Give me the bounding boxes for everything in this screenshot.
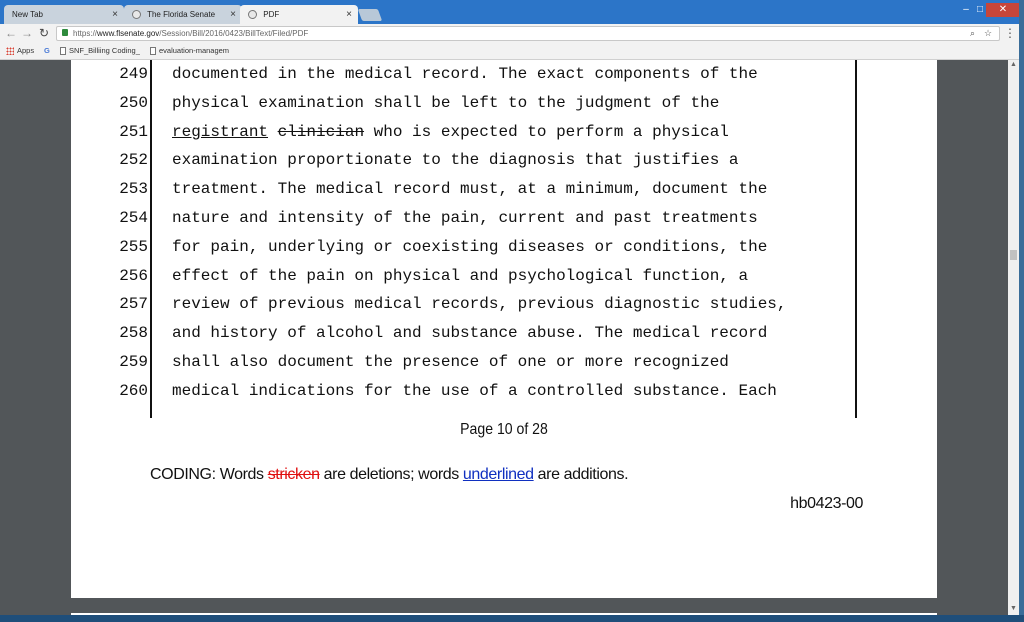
lock-icon [62,29,68,36]
forward-icon[interactable]: → [21,26,33,40]
text-segment: review of previous medical records, previous diagnostic studies, [172,295,787,314]
text-segment: and history of alcohol and substance abuse. The medical record [172,324,768,343]
title-bar [0,0,1024,24]
browser-toolbar [0,24,1024,43]
url-scheme: https:// [73,29,98,38]
text-segment: who is expected to perform a physical [364,122,729,141]
person-icon[interactable] [934,3,956,17]
bookmark-star-icon[interactable]: ☆ [984,28,993,38]
coding-suffix: are additions. [533,466,629,483]
line-number: 250 [119,93,148,112]
text-segment: documented in the medical record. The exact components of the [172,65,758,83]
line-text [172,233,767,261]
scroll-down-icon[interactable]: ▼ [1010,605,1017,612]
vertical-scrollbar[interactable] [1008,60,1019,622]
page-icon [60,47,66,55]
close-window-button[interactable]: ✕ [986,3,1020,17]
line-text [172,348,729,376]
menu-icon[interactable]: ⋮ [1004,26,1016,40]
tab-close-icon[interactable]: × [230,9,236,20]
line-text [172,146,739,174]
bookmark-snf-billing[interactable] [60,43,140,58]
right-margin-rule [855,60,857,418]
tab-close-icon[interactable]: × [112,9,118,20]
tab-title: PDF [263,10,280,19]
line-text [172,319,767,347]
line-text [172,262,748,290]
page-number: Page 10 of 28 [460,421,548,438]
text-segment: physical examination shall be left to the judgment of the [172,93,720,112]
line-text [172,89,719,117]
line-number: 259 [119,353,148,371]
back-icon[interactable]: ← [5,26,17,40]
tab-pdf[interactable] [240,5,358,24]
line-text [172,204,758,232]
left-margin-rule [150,60,152,418]
line-number: 251 [119,122,148,141]
reload-icon[interactable]: ↻ [38,26,50,40]
bookmark-google[interactable] [44,43,50,58]
new-tab-button[interactable] [358,9,382,21]
coding-prefix: CODING: Words [150,466,268,483]
tab-title: New Tab [12,10,43,19]
line-text [172,60,758,88]
line-text [172,118,729,146]
tab-florida-senate[interactable] [124,5,242,24]
bookmark-apps[interactable] [6,43,34,58]
text-segment: for pain, underlying or coexisting diseases or conditions, the [172,237,768,256]
bookmark-label: G [44,46,50,55]
pdf-page [71,60,937,598]
bookmarks-bar [0,43,1024,60]
url-host: www.flsenate.gov [97,29,160,38]
address-bar[interactable] [56,26,1000,41]
line-number: 255 [119,237,148,256]
pdf-viewer[interactable] [0,60,1024,622]
line-number: 253 [119,180,148,199]
tab-title: The Florida Senate [147,10,216,19]
scroll-thumb[interactable] [1010,250,1017,260]
tab-close-icon[interactable]: × [346,9,352,20]
text-segment: treatment. The medical record must, at a minimum, document the [172,180,768,199]
scroll-up-icon[interactable]: ▲ [1010,61,1017,68]
text-segment: shall also document the presence of one or more recognized [172,353,729,371]
text-segment [268,123,278,141]
inserted-word: registrant [172,122,269,141]
globe-icon [248,10,257,19]
coding-middle: are deletions; words [319,466,463,483]
line-number: 256 [119,266,148,285]
line-number: 249 [119,65,148,83]
page-icon [150,47,156,55]
line-number: 252 [119,151,148,170]
line-text [172,290,787,318]
desktop-edge [1019,0,1024,622]
minimize-button[interactable]: – [963,4,969,15]
globe-icon [132,10,141,19]
coding-stricken: stricken [267,466,320,483]
apps-grid-icon [6,47,14,55]
line-number: 254 [119,209,148,227]
line-number: 258 [119,324,148,343]
bill-id: hb0423-00 [790,495,863,512]
coding-underlined: underlined [462,466,534,483]
line-text [172,175,767,203]
bookmark-evaluation[interactable] [150,43,229,58]
text-segment: effect of the pain on physical and psychological function, a [172,266,749,285]
line-number: 260 [119,381,148,400]
text-segment: nature and intensity of the pain, current and past treatments [172,209,758,227]
line-text [172,377,777,405]
bookmark-label: SNF_Billiing Coding_ [69,46,140,55]
line-number: 257 [119,295,148,314]
deleted-word: clinician [277,122,365,141]
zoom-icon[interactable]: ⌕ [970,28,976,38]
bookmark-label: evaluation-managem [159,46,230,55]
bookmark-label: Apps [17,46,35,55]
url-path: /Session/Bill/2016/0423/BillText/Filed/PDF [159,29,309,38]
coding-legend [150,465,628,485]
maximize-button[interactable]: □ [976,4,984,15]
taskbar [0,615,1024,622]
url-text [73,27,308,40]
tab-new-tab[interactable] [4,5,124,24]
text-segment: medical indications for the use of a controlled substance. Each [172,381,777,400]
text-segment: examination proportionate to the diagnosis that justifies a [172,151,739,170]
